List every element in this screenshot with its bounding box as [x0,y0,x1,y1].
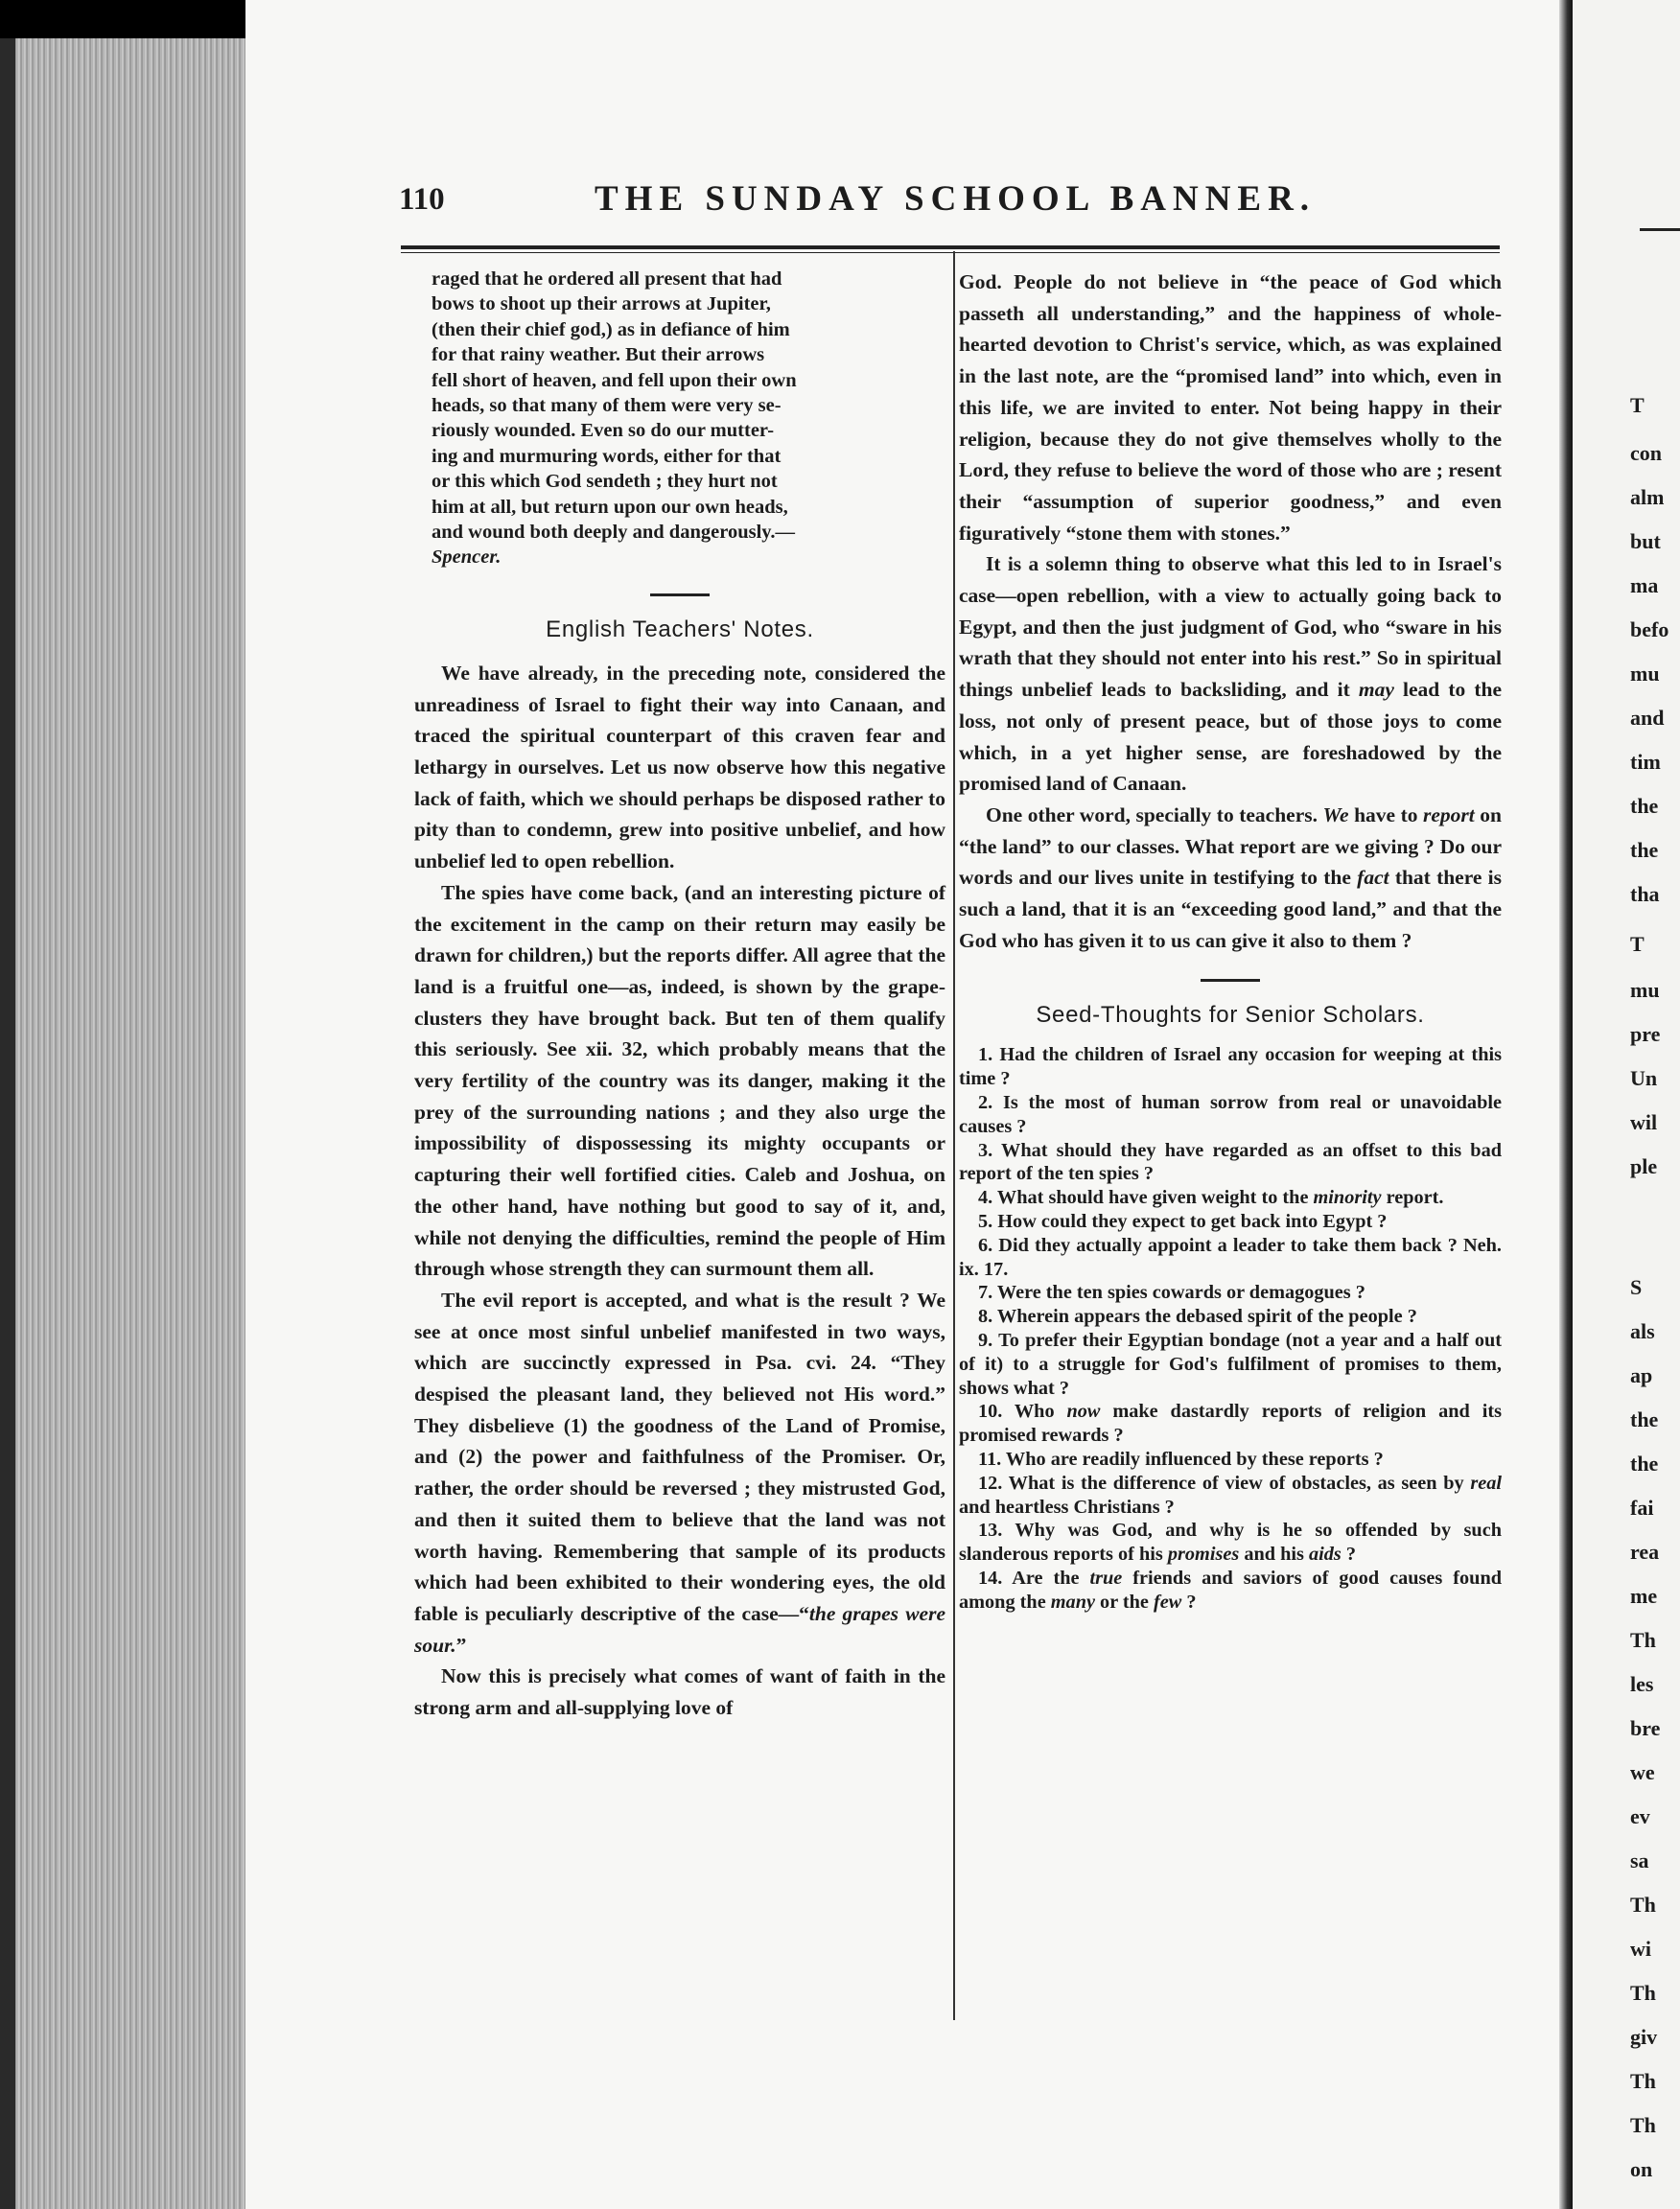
italic-phrase: the grapes were sour. [414,1601,945,1657]
list-item: 14. Are the true friends and saviors of good causes found among the many or the few ? [959,1568,1502,1613]
next-page-word-fragment: on [1630,2157,1653,2181]
right-column [959,267,1502,1615]
next-page-word-fragment: con [1630,441,1662,465]
quote-line: raged that he ordered all present that had [432,268,782,290]
list-item: 6. Did they actually appoint a leader to take them back ? Neh. ix. 17. [959,1234,1502,1280]
book-gutter [1559,0,1573,2209]
next-page-word-fragment: les [1630,1672,1654,1696]
next-page-word-fragment: wi [1630,1937,1651,1961]
next-page-word-fragment: Th [1630,1893,1656,1917]
next-page-word-fragment: and [1630,706,1665,730]
next-page-word-fragment: giv [1630,2025,1658,2049]
quote-line: or this which God sendeth ; they hurt not [432,471,778,493]
list-item: 11. Who are readily influenced by these reports ? [978,1449,1384,1471]
page-number: 110 [399,182,445,217]
next-page-word-fragment: the [1630,794,1659,818]
next-page-word-fragment: Th [1630,1628,1656,1652]
list-item: 9. To prefer their Egyptian bondage (not a year and a half out of it) to a struggle for God's fulfilment of promises to them, shows what ? [959,1330,1502,1399]
running-title: THE SUNDAY SCHOOL BANNER. [595,179,1317,219]
next-page-word-fragment: tim [1630,750,1661,774]
section-divider [1201,979,1260,982]
next-page-word-fragment: but [1630,529,1661,553]
next-page-word-fragment: ple [1630,1154,1658,1178]
list-item: 4. What should have given weight to the minority report. [978,1187,1444,1209]
next-page-word-fragment: we [1630,1760,1655,1784]
next-page-word-fragment: mu [1630,662,1660,686]
quote-line: fell short of heaven, and fell upon their own [432,369,797,391]
quote-attribution: Spencer. [432,546,502,569]
next-page-header-rule [1640,228,1680,231]
next-page-fragment [1573,0,1680,2209]
list-item: 13. Why was God, and why is he so offended by such slanderous reports of his promises and his aids ? [959,1520,1502,1566]
next-page-word-fragment: T [1630,932,1645,956]
paragraph: God. People do not believe in “the peace of God which passeth all understanding,” and the happiness of whole-hearted devotion to Christ's service, which, as was explained in the last note, are the “promised land” into which, even in this life, we are invited to enter. Not being happy in their religion, because they do not give themselves wholly to the Lord, they refuse to believe the word of those who are ; resent their “assumption of superior goodness,” and even figuratively “stone them with stones.” [959,270,1502,545]
next-page-word-fragment: ap [1630,1363,1653,1387]
next-page-word-fragment: Un [1630,1066,1658,1090]
quote-line: bows to shoot up their arrows at Jupiter, [432,293,771,315]
next-page-word-fragment: rea [1630,1540,1660,1564]
next-page-word-fragment: als [1630,1319,1655,1343]
next-page-word-fragment: Th [1630,2069,1656,2093]
quote-line: riously wounded. Even so do our mutter- [432,420,775,442]
next-page-word-fragment: befo [1630,617,1669,641]
question-list [959,1043,1502,1614]
next-page-word-fragment: the [1630,1452,1659,1476]
paragraph: The spies have come back, (and an interesting picture of the excitement in the camp on their return may easily be drawn for children,) but the reports differ. All agree that the land is a fruitful one—as, indeed, is shown by the grape-clusters they have brought back. But ten of them qualify this seriously. See xii. 32, which probably means that the very fertility of the country was its danger, making it the prey of the surrounding nations ; and they also urge the impossibility of dispossessing its mighty occupants or capturing their well fortified cities. Caleb and Joshua, on the other hand, have nothing but good to say of it, and, while not denying the difficulties, remind the people of Him through whose strength they can surmount them all. [414,880,945,1281]
paragraph: The evil report is accepted, and what is the result ? We see at once most sinful unbelief manifested in two ways, which are succinctly expressed in Psa. cvi. 24. “They despised the pleasant land, they believed not His word.” They disbelieve (1) the goodness of the Land of Promise, and (2) the power and faithfulness of the Promiser. Or, rather, the order should be reversed ; they mistrusted God, and then it suited them to believe that the land was not worth having. Remembering that sample of its products which had been exhibited to their wondering eyes, the old fable is peculiarly descriptive of the case—“the grapes were sour.” [414,1288,945,1657]
next-page-word-fragment: bre [1630,1716,1661,1740]
list-item: 10. Who now make dastardly reports of religion and its promised rewards ? [959,1401,1502,1447]
quote-line: him at all, but return upon our own heads, [432,496,788,518]
section-divider [650,593,710,596]
header-rule [401,245,1500,253]
quote-line: for that rainy weather. But their arrows [432,344,765,366]
next-page-word-fragment: S [1630,1275,1643,1299]
paragraph: Now this is precisely what comes of want of faith in the strong arm and all-supplying love of [414,1664,945,1720]
next-page-word-fragment: mu [1630,978,1660,1002]
list-item: 5. How could they expect to get back into Egypt ? [978,1211,1388,1233]
section-heading-seed-thoughts: Seed-Thoughts for Senior Scholars. [1036,1002,1425,1029]
paragraph: We have already, in the preceding note, considered the unreadiness of Israel to fight their way into Canaan, and traced the spiritual counterpart of this craven fear and lethargy in ourselves. Let us now observe how this negative lack of faith, which we should perhaps be disposed rather to pity than to condemn, grew into positive unbelief, and how unbelief led to open rebellion. [414,661,945,873]
left-column [414,267,945,1724]
list-item: 2. Is the most of human sorrow from real or unavoidable causes ? [959,1092,1502,1137]
list-item: 12. What is the difference of view of obstacles, as seen by real and heartless Christians ? [959,1472,1502,1518]
next-page-word-fragment: Th [1630,1981,1656,2005]
next-page-word-fragment: me [1630,1584,1658,1608]
next-page-word-fragment: alm [1630,485,1665,509]
next-page-word-fragment: the [1630,838,1659,862]
list-item: 8. Wherein appears the debased spirit of the people ? [978,1306,1417,1328]
quote-line: ing and murmuring words, either for that [432,445,782,467]
book-page-edges [0,38,245,2209]
next-page-word-fragment: T [1630,393,1645,417]
quote-line: heads, so that many of them were very se- [432,395,782,417]
next-page-word-fragment: tha [1630,882,1660,906]
next-page-word-fragment: ev [1630,1804,1650,1828]
paragraph: One other word, specially to teachers. We have to report on “the land” to our classes. What report are we giving ? Do our words and our lives unite in testifying to the fact that there is such a land, that it is an “exceeding good land,” and that the God who has given it to us can give it also to them ? [959,802,1502,952]
column-divider [953,251,955,2020]
next-page-word-fragment: ma [1630,573,1659,597]
quote-line: (then their chief god,) as in defiance of him [432,318,790,340]
next-page-word-fragment: the [1630,1407,1659,1431]
section-heading-english-teachers-notes: English Teachers' Notes. [546,616,814,642]
paragraph: It is a solemn thing to observe what this led to in Israel's case—open rebellion, with a view to actually going back to Egypt, and then the just judgment of God, who “sware in his wrath that they should not enter into his rest.” So in spiritual things unbelief leads to backsliding, and it may lead to the loss, not only of present peace, but of those joys to come which, in a yet higher sense, are foreshadowed by the promised land of Canaan. [959,552,1503,796]
quote-line: and wound both deeply and dangerously.— [432,522,796,544]
opening-quote [432,267,928,570]
list-item: 1. Had the children of Israel any occasion for weeping at this time ? [959,1044,1502,1090]
next-page-word-fragment: pre [1630,1022,1661,1046]
list-item: 7. Were the ten spies cowards or demagogues ? [978,1282,1365,1304]
next-page-word-fragment: wil [1630,1110,1658,1134]
next-page-word-fragment: fai [1630,1496,1654,1520]
next-page-word-fragment: Th [1630,2113,1656,2137]
next-page-word-fragment: sa [1630,1849,1649,1872]
list-item: 3. What should they have regarded as an offset to this bad report of the ten spies ? [959,1139,1502,1185]
